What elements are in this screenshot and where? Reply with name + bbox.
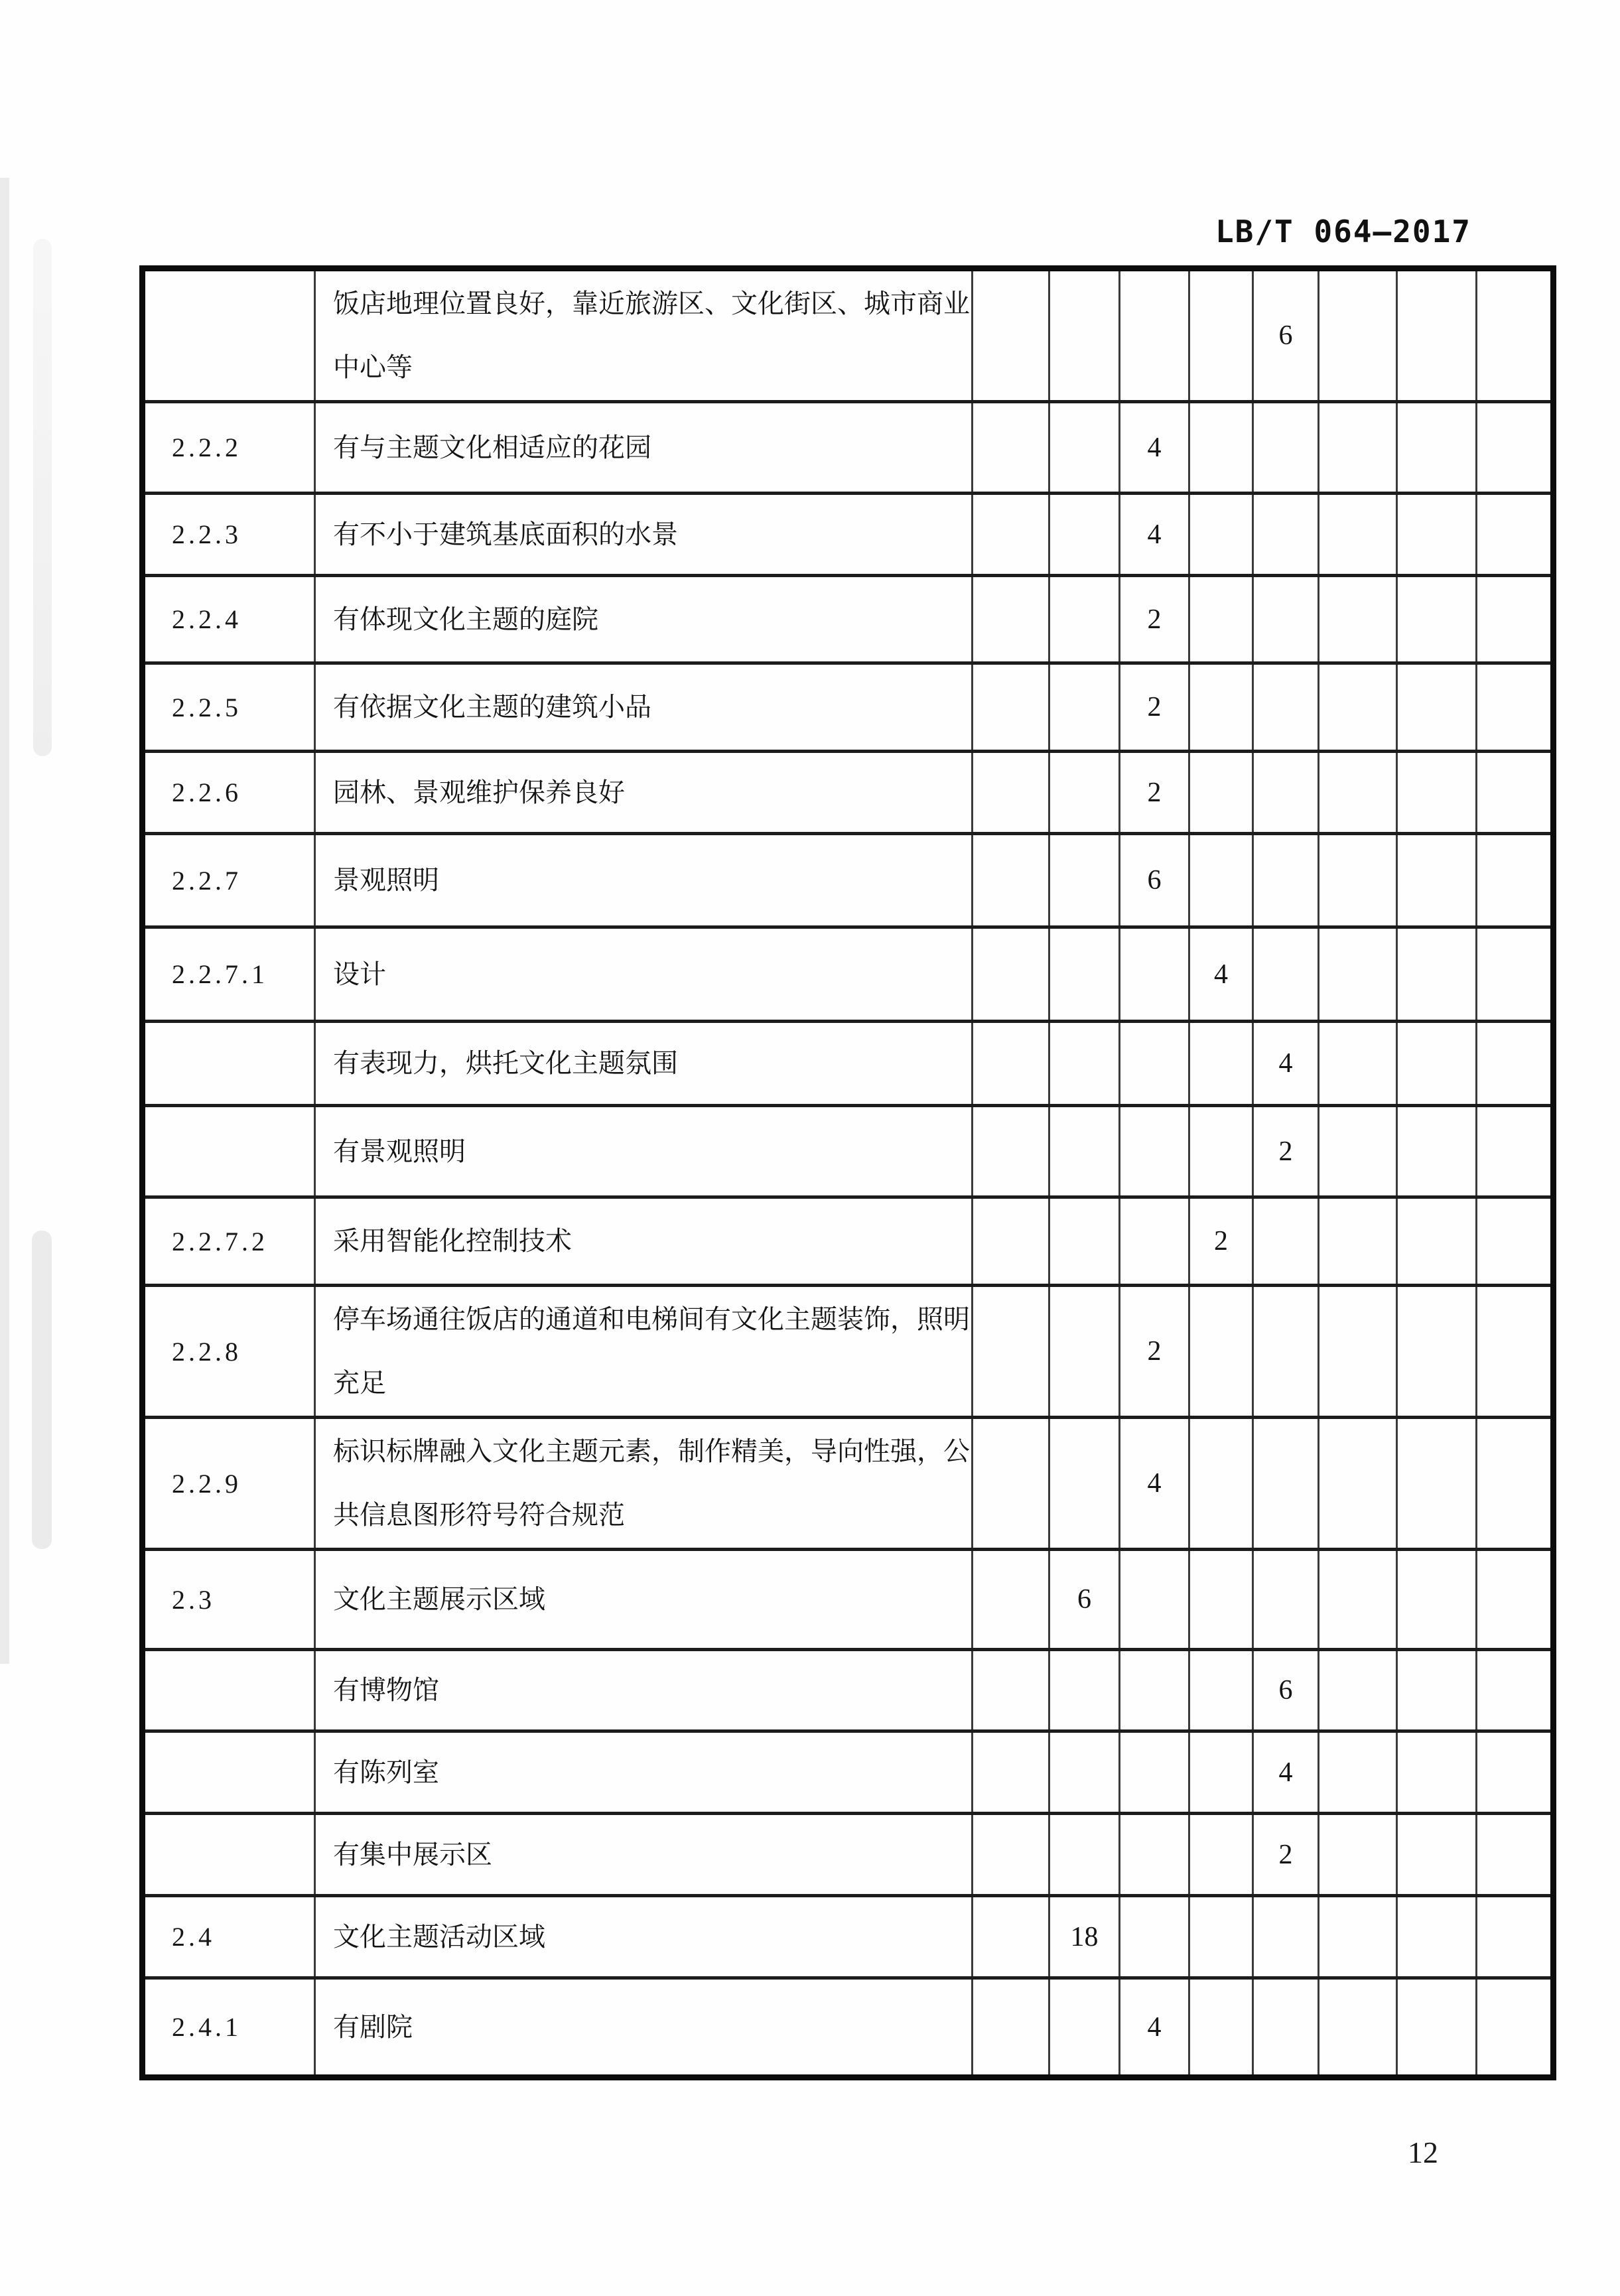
score-cell: [1319, 1650, 1397, 1731]
score-cell: [1397, 1550, 1477, 1650]
table-row: [143, 402, 1554, 494]
score-cell: [1319, 927, 1397, 1022]
table-row: [143, 1731, 1554, 1814]
score-cell: 4: [1120, 494, 1189, 576]
score-cell: 2: [1120, 1286, 1189, 1418]
score-cell: [973, 1022, 1049, 1106]
score-cell: [1189, 494, 1253, 576]
item-description: 停车场通往饭店的通道和电梯间有文化主题装饰，照明充足: [315, 1286, 973, 1418]
score-cell: [1397, 1650, 1477, 1731]
score-cell: [1189, 1896, 1253, 1978]
score-cell: [1477, 1418, 1554, 1550]
score-cell: [973, 1731, 1049, 1814]
score-cell: [1253, 1550, 1319, 1650]
score-cell: [1477, 1106, 1554, 1197]
score-cell: [1319, 752, 1397, 834]
item-description: 文化主题活动区域: [315, 1896, 973, 1978]
score-cell: [1397, 1896, 1477, 1978]
score-cell: 4: [1120, 402, 1189, 494]
item-description: 饭店地理位置良好，靠近旅游区、文化街区、城市商业中心等: [315, 269, 973, 402]
score-cell: [973, 1106, 1049, 1197]
score-cell: [1253, 752, 1319, 834]
score-cell: [973, 752, 1049, 834]
score-cell: [1253, 402, 1319, 494]
score-cell: [1397, 663, 1477, 752]
item-description: 文化主题展示区域: [315, 1550, 973, 1650]
score-cell: [1319, 494, 1397, 576]
item-code: 2.2.2: [143, 402, 315, 494]
score-cell: 18: [1049, 1896, 1120, 1978]
score-cell: [1049, 834, 1120, 927]
item-code: [143, 1814, 315, 1896]
score-cell: [1049, 1197, 1120, 1286]
score-cell: [1253, 576, 1319, 663]
score-cell: [1189, 1022, 1253, 1106]
score-cell: [1049, 1286, 1120, 1418]
score-cell: [1397, 1022, 1477, 1106]
score-cell: [1477, 1731, 1554, 1814]
item-description: 设计: [315, 927, 973, 1022]
item-code: 2.2.6: [143, 752, 315, 834]
score-cell: [1189, 1978, 1253, 2078]
score-cell: [1397, 402, 1477, 494]
score-cell: [1049, 1650, 1120, 1731]
score-cell: [1049, 269, 1120, 402]
score-cell: 4: [1120, 1418, 1189, 1550]
item-code: 2.2.7.2: [143, 1197, 315, 1286]
item-description: 有表现力，烘托文化主题氛围: [315, 1022, 973, 1106]
score-cell: [973, 663, 1049, 752]
score-cell: [1319, 1896, 1397, 1978]
table-row: [143, 1286, 1554, 1418]
score-cell: [1397, 752, 1477, 834]
item-code: 2.3: [143, 1550, 315, 1650]
item-code: 2.2.3: [143, 494, 315, 576]
score-cell: [1319, 1418, 1397, 1550]
score-cell: [973, 1197, 1049, 1286]
table-row: [143, 1814, 1554, 1896]
score-cell: [1253, 1418, 1319, 1550]
score-cell: [973, 1814, 1049, 1896]
table-row: [143, 1106, 1554, 1197]
score-cell: [973, 1418, 1049, 1550]
score-cell: [1477, 1197, 1554, 1286]
score-cell: [1397, 1978, 1477, 2078]
score-cell: [1189, 1418, 1253, 1550]
score-cell: [1477, 752, 1554, 834]
score-cell: 6: [1049, 1550, 1120, 1650]
score-cell: [1049, 1418, 1120, 1550]
score-cell: [1253, 1896, 1319, 1978]
score-cell: [1477, 1896, 1554, 1978]
page-number: 12: [1408, 2135, 1438, 2169]
score-cell: [1253, 927, 1319, 1022]
score-cell: [1049, 663, 1120, 752]
score-cell: [1319, 663, 1397, 752]
table-row: [143, 1022, 1554, 1106]
item-description: 有体现文化主题的庭院: [315, 576, 973, 663]
score-cell: [1189, 576, 1253, 663]
score-cell: [1319, 402, 1397, 494]
table-row: [143, 1650, 1554, 1731]
score-cell: [1253, 834, 1319, 927]
scan-artifact-smudge: [32, 1231, 52, 1549]
score-cell: 4: [1253, 1022, 1319, 1106]
table-row: [143, 494, 1554, 576]
score-cell: [1477, 1814, 1554, 1896]
score-cell: [1189, 834, 1253, 927]
table-row: [143, 576, 1554, 663]
score-cell: [1049, 1978, 1120, 2078]
score-cell: [973, 1286, 1049, 1418]
score-cell: [1477, 927, 1554, 1022]
score-cell: [1189, 1550, 1253, 1650]
score-cell: [1319, 1731, 1397, 1814]
item-code: 2.4.1: [143, 1978, 315, 2078]
score-cell: [1049, 752, 1120, 834]
item-code: [143, 1106, 315, 1197]
score-cell: [973, 927, 1049, 1022]
score-cell: 6: [1253, 1650, 1319, 1731]
score-cell: [1120, 269, 1189, 402]
score-cell: [1397, 1106, 1477, 1197]
score-cell: 6: [1120, 834, 1189, 927]
score-cell: [1049, 576, 1120, 663]
table-row: [143, 752, 1554, 834]
score-cell: 2: [1189, 1197, 1253, 1286]
score-cell: [1319, 1106, 1397, 1197]
item-description: 有陈列室: [315, 1731, 973, 1814]
score-cell: [1477, 269, 1554, 402]
score-cell: [1319, 1978, 1397, 2078]
item-code: [143, 1650, 315, 1731]
item-description: 园林、景观维护保养良好: [315, 752, 973, 834]
score-cell: [973, 1896, 1049, 1978]
table-row: [143, 269, 1554, 402]
score-cell: [1120, 1550, 1189, 1650]
score-cell: [1189, 1106, 1253, 1197]
score-cell: 6: [1253, 269, 1319, 402]
score-cell: [1397, 269, 1477, 402]
table-row: [143, 1197, 1554, 1286]
score-cell: [1049, 1106, 1120, 1197]
item-description: 有集中展示区: [315, 1814, 973, 1896]
score-cell: [1397, 1197, 1477, 1286]
score-cell: [1477, 1650, 1554, 1731]
score-cell: [973, 1650, 1049, 1731]
score-cell: [1319, 1550, 1397, 1650]
score-cell: 4: [1189, 927, 1253, 1022]
score-cell: [1049, 1731, 1120, 1814]
item-code: 2.2.7.1: [143, 927, 315, 1022]
score-cell: [1319, 1197, 1397, 1286]
score-cell: [973, 269, 1049, 402]
score-cell: [1253, 1978, 1319, 2078]
scan-artifact-left-band: [0, 178, 9, 1664]
score-cell: [1477, 834, 1554, 927]
score-cell: [1120, 1814, 1189, 1896]
table-row: [143, 1978, 1554, 2078]
table-row: [143, 663, 1554, 752]
score-cell: [1189, 269, 1253, 402]
score-cell: [1049, 494, 1120, 576]
score-cell: [1319, 1286, 1397, 1418]
score-cell: 2: [1253, 1814, 1319, 1896]
score-cell: [1120, 1197, 1189, 1286]
score-cell: [1253, 494, 1319, 576]
score-cell: [1477, 402, 1554, 494]
score-cell: [1397, 576, 1477, 663]
score-cell: [1049, 402, 1120, 494]
score-cell: [1397, 1814, 1477, 1896]
score-cell: [1253, 1197, 1319, 1286]
item-code: [143, 269, 315, 402]
score-cell: [1397, 1731, 1477, 1814]
table-row: [143, 1896, 1554, 1978]
score-cell: [1477, 1550, 1554, 1650]
score-table-body: [143, 269, 1554, 2078]
item-code: 2.2.9: [143, 1418, 315, 1550]
score-cell: 2: [1253, 1106, 1319, 1197]
score-cell: [1120, 1896, 1189, 1978]
score-cell: [1477, 663, 1554, 752]
item-description: 景观照明: [315, 834, 973, 927]
score-cell: [1319, 1022, 1397, 1106]
score-cell: [1477, 576, 1554, 663]
score-cell: [1189, 402, 1253, 494]
score-cell: [1319, 834, 1397, 927]
score-cell: [973, 402, 1049, 494]
item-description: 有与主题文化相适应的花园: [315, 402, 973, 494]
item-code: 2.2.5: [143, 663, 315, 752]
score-cell: [1049, 1814, 1120, 1896]
score-cell: [1477, 494, 1554, 576]
score-cell: [1253, 663, 1319, 752]
item-description: 有不小于建筑基底面积的水景: [315, 494, 973, 576]
score-cell: [1049, 1022, 1120, 1106]
score-cell: [1397, 927, 1477, 1022]
score-cell: [973, 1550, 1049, 1650]
item-code: [143, 1022, 315, 1106]
score-cell: 2: [1120, 576, 1189, 663]
score-cell: [1120, 1650, 1189, 1731]
score-cell: 4: [1253, 1731, 1319, 1814]
score-cell: [1120, 1731, 1189, 1814]
item-description: 采用智能化控制技术: [315, 1197, 973, 1286]
table-row: [143, 834, 1554, 927]
score-cell: [1120, 927, 1189, 1022]
score-cell: [1397, 1418, 1477, 1550]
score-cell: [1253, 1286, 1319, 1418]
score-cell: [973, 834, 1049, 927]
score-cell: [1319, 1814, 1397, 1896]
score-cell: 2: [1120, 663, 1189, 752]
score-cell: [1477, 1286, 1554, 1418]
score-cell: [1189, 663, 1253, 752]
score-cell: [1189, 1286, 1253, 1418]
item-description: 有依据文化主题的建筑小品: [315, 663, 973, 752]
item-code: [143, 1731, 315, 1814]
score-cell: [1120, 1106, 1189, 1197]
table-row: [143, 927, 1554, 1022]
score-cell: [1189, 1650, 1253, 1731]
item-description: 有剧院: [315, 1978, 973, 2078]
item-code: 2.2.4: [143, 576, 315, 663]
score-cell: [1397, 494, 1477, 576]
score-cell: [1477, 1022, 1554, 1106]
score-cell: 4: [1120, 1978, 1189, 2078]
standard-number-header: LB/T 064—2017: [1215, 214, 1471, 249]
score-table: [139, 265, 1556, 2080]
score-cell: [973, 576, 1049, 663]
score-cell: [1319, 269, 1397, 402]
score-cell: 2: [1120, 752, 1189, 834]
score-cell: [1189, 752, 1253, 834]
score-cell: [1397, 1286, 1477, 1418]
score-cell: [973, 1978, 1049, 2078]
item-description: 有博物馆: [315, 1650, 973, 1731]
item-description: 有景观照明: [315, 1106, 973, 1197]
score-cell: [973, 494, 1049, 576]
score-cell: [1189, 1814, 1253, 1896]
score-cell: [1189, 1731, 1253, 1814]
score-cell: [1049, 927, 1120, 1022]
score-cell: [1120, 1022, 1189, 1106]
item-code: 2.2.7: [143, 834, 315, 927]
item-description: 标识标牌融入文化主题元素，制作精美，导向性强，公共信息图形符号符合规范: [315, 1418, 973, 1550]
table-row: [143, 1418, 1554, 1550]
table-row: [143, 1550, 1554, 1650]
item-code: 2.2.8: [143, 1286, 315, 1418]
item-code: 2.4: [143, 1896, 315, 1978]
scan-artifact-smudge: [33, 239, 52, 756]
score-cell: [1397, 834, 1477, 927]
score-cell: [1319, 576, 1397, 663]
score-cell: [1477, 1978, 1554, 2078]
